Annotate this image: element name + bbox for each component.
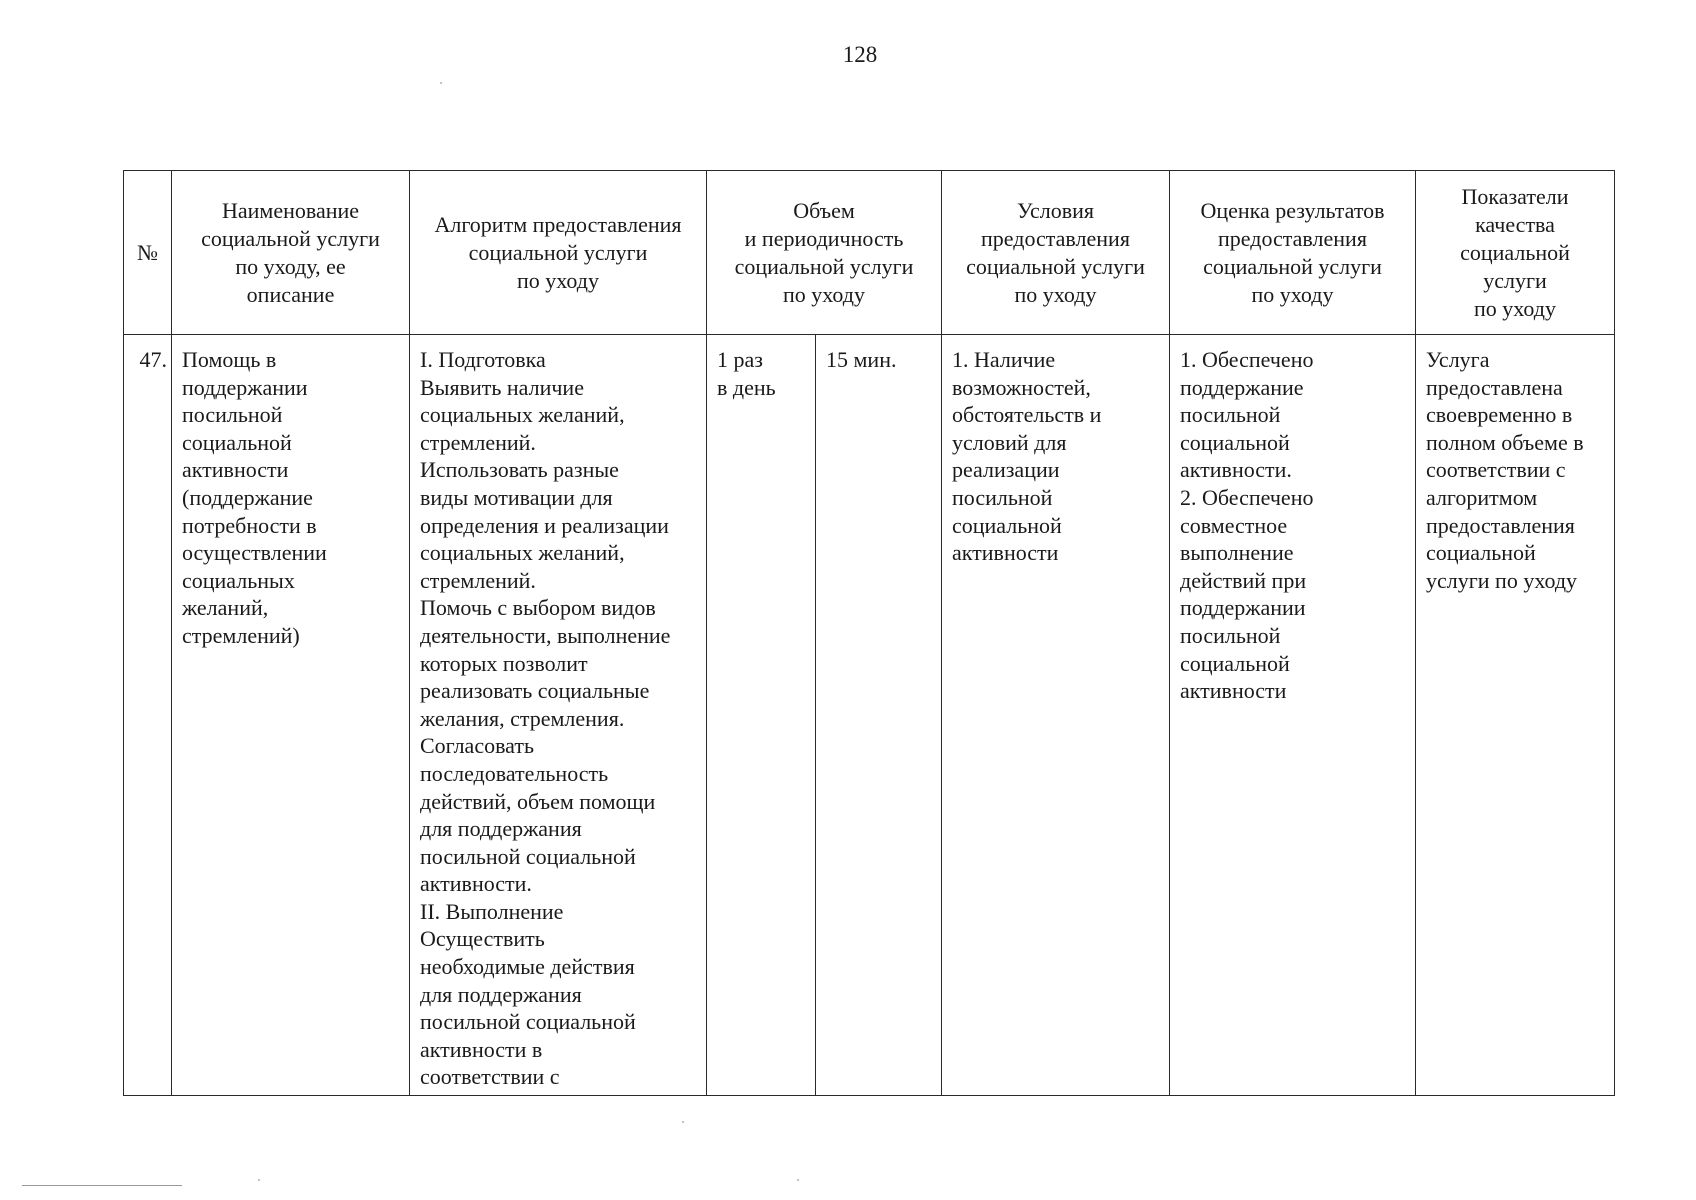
row-number: 47. (124, 335, 172, 1096)
table-row (124, 335, 1615, 1096)
header-evaluation: Оценка результатов предоставления социальной услуги по уходу (1170, 171, 1416, 335)
row-conditions: 1. Наличие возможностей, обстоятельств и условий для реализации посильной социальной активности (942, 335, 1170, 1096)
scan-artifact-dot (797, 1179, 799, 1181)
scan-artifact-dot (258, 1179, 260, 1181)
page-number: 128 (842, 42, 878, 67)
header-number: № (124, 171, 172, 335)
header-algorithm: Алгоритм предоставления социальной услуги по уходу (410, 171, 707, 335)
row-evaluation: 1. Обеспечено поддержание посильной социальной активности. 2. Обеспечено совместное выполнение действий при поддержании посильной социальной активности (1170, 335, 1416, 1096)
scan-artifact-line (22, 1185, 182, 1186)
header-volume-frequency: Объем и периодичность социальной услуги по уходу (707, 171, 942, 335)
header-conditions: Условия предоставления социальной услуги по уходу (942, 171, 1170, 335)
row-frequency: 1 раз в день (707, 335, 816, 1096)
row-algorithm: I. Подготовка Выявить наличие социальных желаний, стремлений. Использовать разные виды мотивации для определения и реализации социальных желаний, стремлений. Помочь с выбором видов деятельности, выполнение которых позволит реализовать социальные желания, стремления. Согласовать последовательность действий, объем помощи для поддержания посильной социальной активности. II. Выполнение Осуществить необходимые действия для поддержания посильной социальной активности в соответствии с (410, 335, 707, 1096)
row-duration: 15 мин. (816, 335, 942, 1096)
row-service-name: Помощь в поддержании посильной социальной активности (поддержание потребности в осуществлении социальных желаний, стремлений) (172, 335, 410, 1096)
header-service-name: Наименование социальной услуги по уходу, ее описание (172, 171, 410, 335)
row-quality: Услуга предоставлена своевременно в полном объеме в соответствии с алгоритмом предоставления социальной услуги по уходу (1416, 335, 1615, 1096)
scan-artifact-dot (682, 1121, 684, 1123)
services-table (123, 170, 1615, 1096)
scan-artifact-dot (440, 82, 442, 84)
table-header-row (124, 171, 1615, 335)
header-quality: Показатели качества социальной услуги по уходу (1416, 171, 1615, 335)
